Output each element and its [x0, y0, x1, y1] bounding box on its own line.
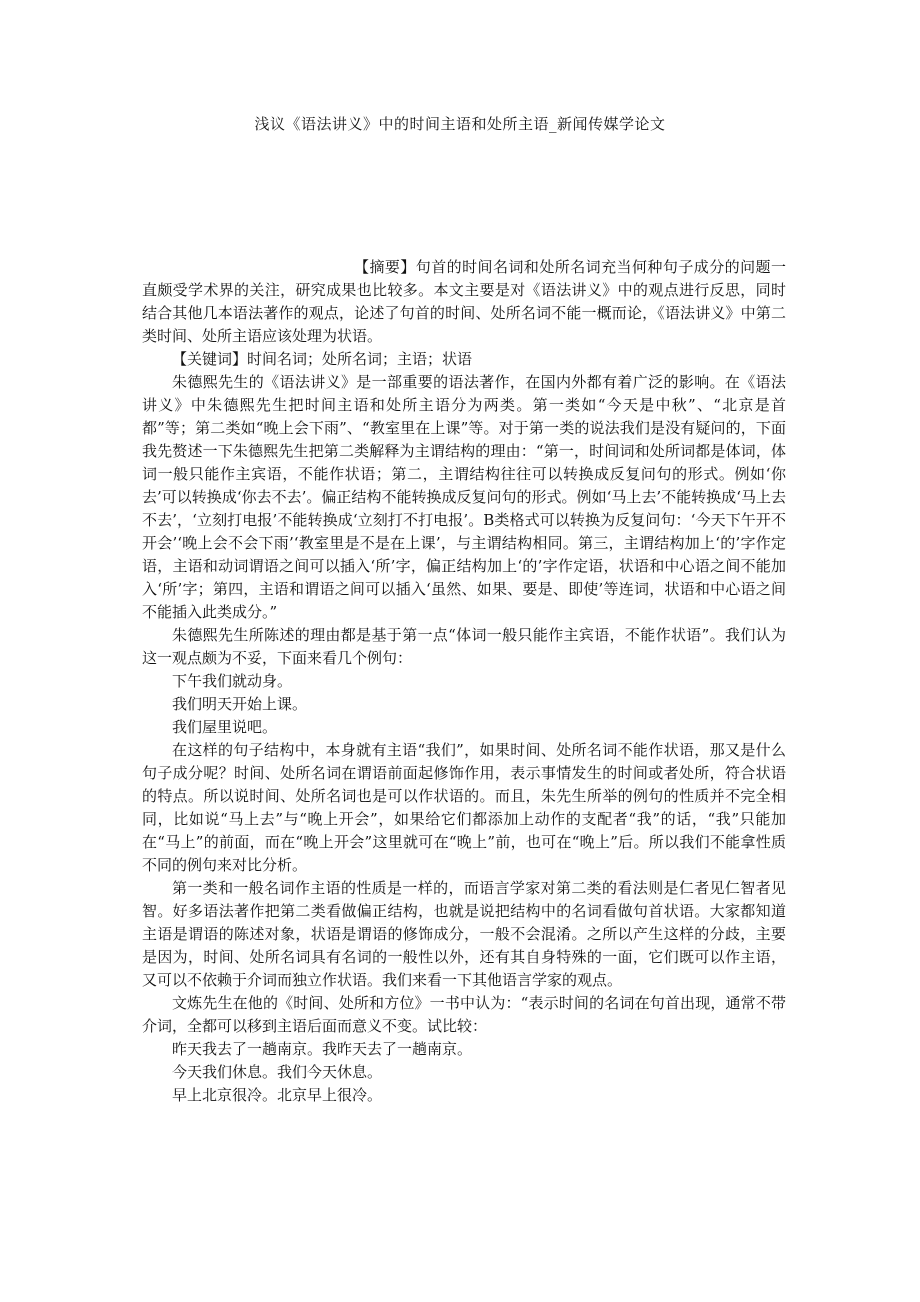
example-sentence: 昨天我去了一趟南京。我昨天去了一趟南京。	[172, 1040, 473, 1058]
body-paragraph: 朱德熙先生的《语法讲义》是一部重要的语法著作，在国内外都有着广泛的影响。在《语法讲义》中朱德熙先生把时间主语和处所主语分为两类。第一类如“今天是中秋”、“北京是首都”等；第二类如“晚上会下雨”、“教室里在上课”等。对于第一类的说法我们是没有疑问的，下面我先赘述一下朱德熙先生把第二类解释为主谓结构的理由：“第一，时间词和处所词都是体词，体词一般只能作主宾语，不能作状语；第二，主谓结构往往可以转换成反复问句的形式。例如‘你去’可以转换成‘你去不去’。偏正结构不能转换成反复问句的形式。例如‘马上去’不能转换成‘马上去不去’，‘立刻打电报’不能转换成‘立刻打不打电报’。B类格式可以转换为反复问句：‘今天下午开不开会’‘晚上会不会下雨’‘教室里是不是在上课’，与主谓结构相同。第三，主谓结构加上‘的’字作定语，主语和动词谓语之间可以插入‘所’字，偏正结构加上‘的’字作定语，状语和中心语之间不能加入‘所’字；第四，主语和谓语之间可以插入‘虽然、如果、要是、即使’等连词，状语和中心语之间不能插入此类成分。”	[142, 373, 786, 621]
example-sentence: 早上北京很冷。北京早上很冷。	[172, 1086, 383, 1104]
abstract-paragraph	[142, 256, 786, 348]
example-sentence: 下午我们就动身。	[172, 672, 293, 690]
body-paragraph: 在这样的句子结构中，本身就有主语“我们”，如果时间、处所名词不能作状语，那又是什么句子成分呢？时间、处所名词在谓语前面起修饰作用，表示事情发生的时间或者处所，符合状语的特点。所以说时间、处所名词也是可以作状语的。而且，朱先生所举的例句的性质并不完全相同，比如说“马上去”与“晚上开会”，如果给它们都添加上动作的支配者“我”的话，“我”只能加在“马上”的前面，而在“晚上开会”这里就可在“晚上”前，也可在“晚上”后。所以我们不能拿性质不同的例句来对比分析。	[142, 741, 786, 874]
body-paragraph: 第一类和一般名词作主语的性质是一样的，而语言学家对第二类的看法则是仁者见仁智者见智。好多语法著作把第二类看做偏正结构，也就是说把结构中的名词看做句首状语。大家都知道主语是谓语的陈述对象，状语是谓语的修饰成分，一般不会混淆。之所以产生这样的分歧，主要是因为，时间、处所名词具有名词的一般性以外，还有其自身特殊的一面，它们既可以作主语，又可以不依赖于介词而独立作状语。我们来看一下其他语言学家的观点。	[142, 879, 786, 989]
abstract-text: 句首的时间名词和处所名词充当何种句子成分的问题一直颇受学术界的关注，研究成果也比较多。本文主要是对《语法讲义》中的观点进行反思，同时结合其他几本语法著作的观点，论述了句首的时间、处所名词不能一概而论，《语法讲义》中第二类时间、处所主语应该处理为状语。	[142, 258, 786, 345]
example-sentence: 今天我们休息。我们今天休息。	[172, 1063, 383, 1081]
keywords-label: 【关键词】	[172, 350, 248, 368]
example-sentence: 我们屋里说吧。	[172, 718, 278, 736]
document-body	[142, 256, 786, 1107]
example-sentence: 我们明天开始上课。	[172, 695, 308, 713]
keywords-text: 时间名词；处所名词；主语；状语	[247, 350, 473, 368]
document-title: 浅议《语法讲义》中的时间主语和处所主语_新闻传媒学论文	[254, 115, 666, 133]
body-paragraph: 文炼先生在他的《时间、处所和方位》一书中认为：“表示时间的名词在句首出现，通常不带介词，全都可以移到主语后面而意义不变。试比较：	[142, 994, 786, 1035]
keywords-paragraph	[142, 348, 786, 371]
abstract-label: 【摘要】	[354, 258, 416, 276]
body-paragraph: 朱德熙先生所陈述的理由都是基于第一点“体词一般只能作主宾语，不能作状语”。我们认为这一观点颇为不妥，下面来看几个例句：	[142, 626, 786, 667]
